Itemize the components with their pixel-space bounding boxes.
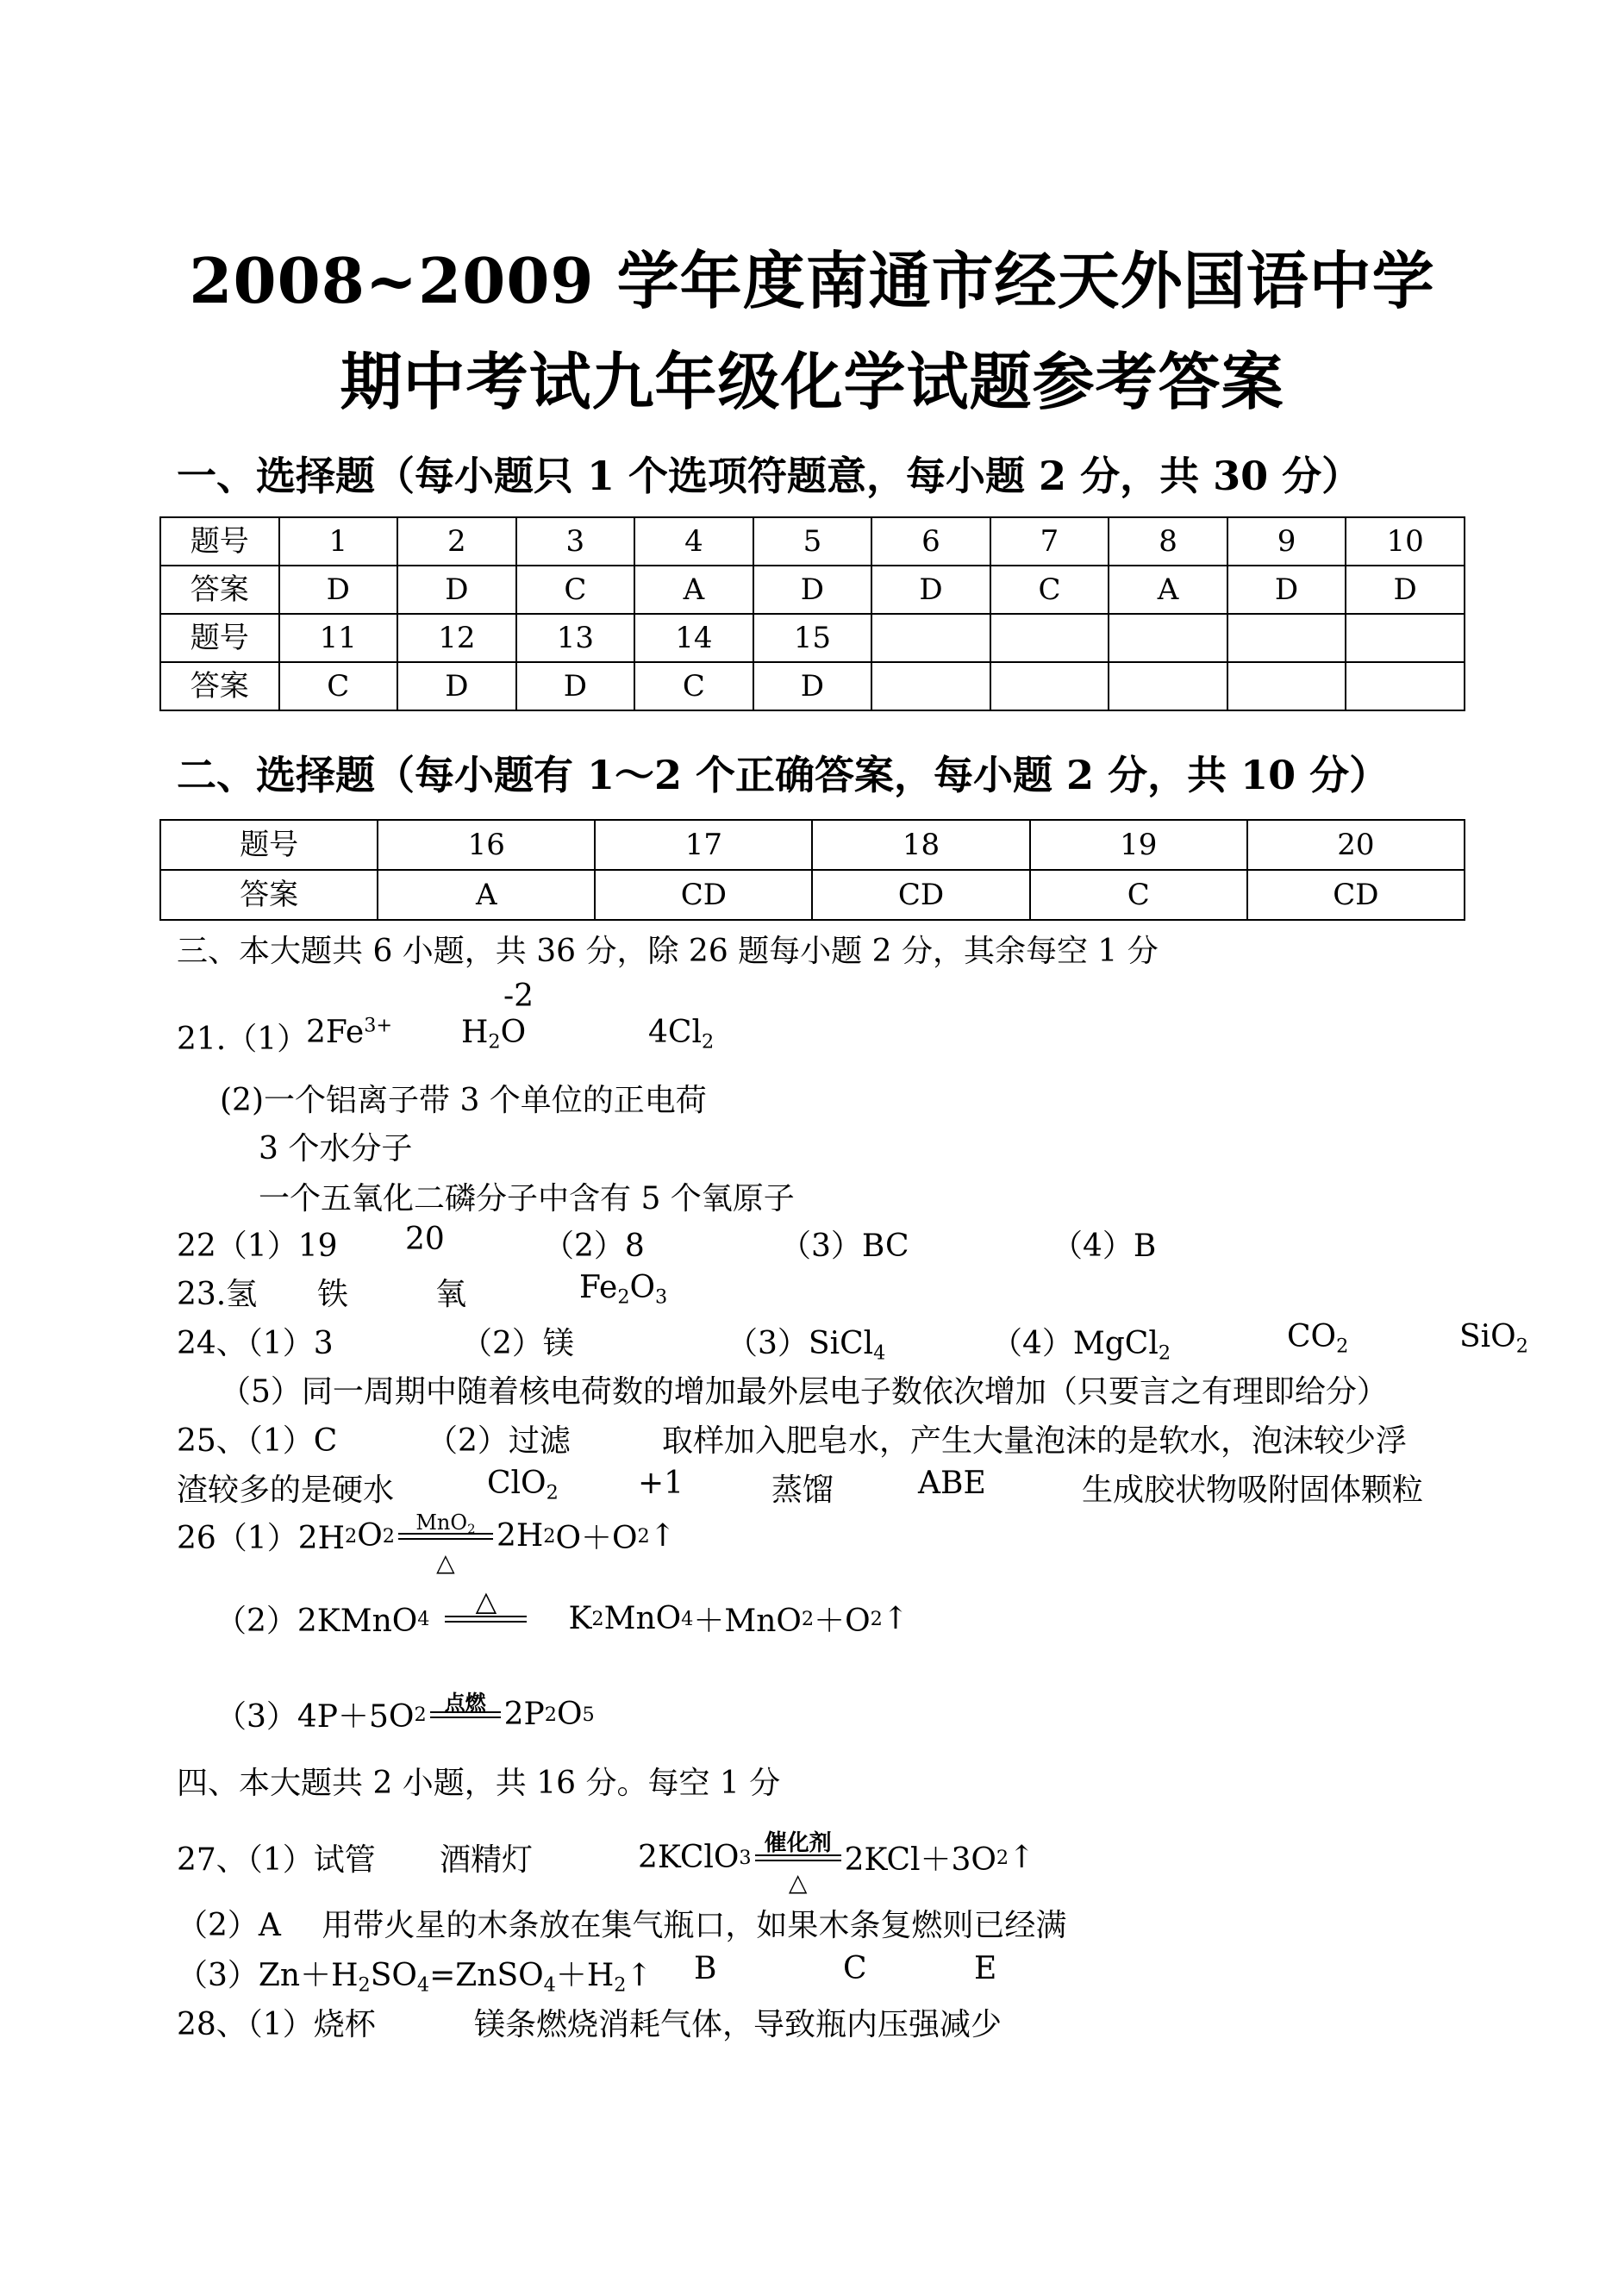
q27-l3-a-sub: 2 [358, 1973, 371, 1997]
table-row [160, 870, 1465, 920]
row-label: 答案 [160, 870, 378, 920]
q24-e-sub: 2 [1336, 1335, 1349, 1358]
q24-a: 24、（1）3 [177, 1326, 334, 1361]
q27-eq-heat: △ [788, 1867, 808, 1897]
q21-fe-ion [306, 1015, 392, 1050]
question-number: 5 [753, 517, 872, 566]
q27-line3 [177, 1951, 653, 1995]
question-number: 6 [871, 517, 990, 566]
q26-eq3-ignite: 点燃 [444, 1689, 486, 1715]
question-number: 15 [753, 614, 872, 662]
section1-heading: 一、选择题（每小题只 1 个选项符题意，每小题 2 分，共 30 分） [177, 453, 1362, 499]
table-row [160, 614, 1465, 662]
gas-arrow-icon: ↑ [882, 1601, 909, 1636]
answer-cell: D [753, 566, 872, 614]
question-number: 7 [990, 517, 1109, 566]
q27-equation: 2KClO 3 催化剂 △ 2KCl＋3O 2 ↑ [638, 1835, 1034, 1879]
q22-e: （4）B [1052, 1229, 1157, 1264]
question-number: 8 [1109, 517, 1227, 566]
gas-arrow-icon: ↑ [649, 1518, 676, 1554]
q26-equation-3: （3）4P＋5O 2 点燃 2P 2 O 5 [215, 1692, 595, 1736]
answer-table-1 [159, 516, 1465, 711]
q24-e-text: CO [1287, 1319, 1337, 1354]
q27-l3-b-sub: 4 [416, 1973, 430, 1997]
q23-b: 铁 [317, 1277, 349, 1312]
section4-heading: 四、本大题共 2 小题，共 16 分。每空 1 分 [177, 1766, 781, 1801]
q27-b: 酒精灯 [440, 1842, 534, 1878]
empty-cell [990, 614, 1109, 662]
answer-cell: CD [1247, 870, 1465, 920]
row-label: 题号 [160, 614, 279, 662]
q26-equation-1: 26（1）2H 2 O 2 MnO$_2$ △ 2H 2 O＋O 2 ↑ [177, 1510, 676, 1577]
answer-cell: D [871, 566, 990, 614]
section3-heading: 三、本大题共 6 小题，共 36 分，除 26 题每小题 2 分，其余每空 1 分 [177, 934, 1159, 969]
q24-d-sub: 2 [1158, 1341, 1171, 1365]
q25-f: +1 [638, 1466, 684, 1501]
question-number: 9 [1227, 517, 1346, 566]
question-number: 18 [812, 820, 1029, 870]
answer-cell: D [279, 566, 398, 614]
row-label: 题号 [160, 820, 378, 870]
q26-eq3-condition [430, 1689, 501, 1718]
question-number: 3 [516, 517, 635, 566]
q26-eq2-mno2: ＋MnO [693, 1604, 802, 1639]
q24-c-text: （3）SiCl [727, 1326, 874, 1361]
question-number: 13 [516, 614, 635, 662]
q25-e [487, 1466, 559, 1504]
row-label: 题号 [160, 517, 279, 566]
answer-cell: A [1109, 566, 1227, 614]
q21-lead: 21.（1） [177, 1022, 309, 1057]
q26-eq3-prod: 2P [503, 1697, 545, 1732]
q24-f-text: SiO [1459, 1319, 1516, 1354]
answer-cell: D [397, 566, 516, 614]
q22-b: 20 [405, 1222, 445, 1257]
answer-cell: D [397, 662, 516, 710]
table-row [160, 517, 1465, 566]
q26-eq2-condition [445, 1584, 527, 1623]
q23-a: 23.氢 [177, 1277, 258, 1312]
q21-p2-b: 3 个水分子 [259, 1131, 413, 1166]
q27-l3-a: （3）Zn＋H [177, 1958, 359, 1993]
question-number: 16 [378, 820, 595, 870]
q23-o: O [629, 1270, 656, 1305]
empty-cell [871, 614, 990, 662]
q25-d: 渣较多的是硬水 [177, 1473, 395, 1508]
question-number: 17 [595, 820, 812, 870]
q23-formula [579, 1270, 668, 1309]
q23-o-sub: 3 [655, 1285, 668, 1309]
q21-o: O [500, 1015, 527, 1050]
question-number: 12 [397, 614, 516, 662]
q26-equation-2: （2）2KMnO 4 △ K 2 MnO 4 ＋MnO 2 ＋O 2 ↑ [215, 1584, 909, 1639]
q26-eq1-lead: 26（1）2H [177, 1521, 346, 1556]
q25-g: 蒸馏 [771, 1473, 834, 1508]
gas-arrow-icon: ↑ [1009, 1840, 1035, 1875]
q24-e [1287, 1319, 1349, 1358]
q24-d-text: （4）MgCl [991, 1326, 1159, 1361]
q27-l3-f: C [843, 1951, 867, 1986]
gas-arrow-icon: ↑ [626, 1958, 653, 1993]
answer-cell: C [279, 662, 398, 710]
answer-table-2 [159, 819, 1465, 921]
q28-b: 镁条燃烧消耗气体，导致瓶内压强减少 [474, 2007, 1003, 2042]
q21-h: H [461, 1015, 489, 1050]
q27-l3-d: ＋H [555, 1958, 615, 1993]
answer-cell: D [1346, 566, 1465, 614]
answer-cell: C [516, 566, 635, 614]
q26-eq1-rest: O＋O [555, 1521, 638, 1556]
question-number: 14 [634, 614, 753, 662]
q21-fe: 2Fe [306, 1015, 365, 1050]
empty-cell [1227, 614, 1346, 662]
answer-cell: D [1227, 566, 1346, 614]
q27-eq-lead: 2KClO [638, 1840, 740, 1875]
q24-line2: （5）同一周期中随着核电荷数的增加最外层电子数依次增加（只要言之有理即给分） [220, 1374, 1388, 1410]
q25-i: 生成胶状物吸附固体颗粒 [1082, 1473, 1424, 1508]
question-number: 20 [1247, 820, 1465, 870]
answer-cell: A [378, 870, 595, 920]
q21-h-sub: 2 [488, 1030, 501, 1054]
q26-eq2-lead: （2）2KMnO [215, 1604, 418, 1639]
q26-eq1-catalyst [398, 1510, 493, 1535]
table-row [160, 566, 1465, 614]
q27-eq-condition [755, 1829, 841, 1897]
empty-cell [871, 662, 990, 710]
question-number: 11 [279, 614, 398, 662]
q21-water [461, 1015, 527, 1054]
answer-cell: C [1030, 870, 1247, 920]
answer-cell: A [634, 566, 753, 614]
q26-eq1-cat-sub: 2 [467, 1520, 476, 1536]
empty-cell [990, 662, 1109, 710]
q26-eq2-o: ＋O [814, 1604, 871, 1639]
q27-eq-prod: 2KCl＋3O [844, 1842, 996, 1878]
page-title-line1: 2008~2009 学年度南通市经天外国语中学 [189, 244, 1435, 317]
q24-c [727, 1319, 885, 1363]
answer-cell: D [516, 662, 635, 710]
q21-p2-a: (2)一个铝离子带 3 个单位的正电荷 [220, 1083, 707, 1118]
q26-eq1-heat: △ [436, 1548, 455, 1577]
q27-l3-e: B [694, 1951, 717, 1986]
q21-chlorine [648, 1015, 715, 1054]
q21-cl: 4Cl [648, 1015, 702, 1050]
q22-a: 22（1）19 [177, 1229, 338, 1264]
q27-l3-c: =ZnSO [429, 1958, 544, 1993]
q26-eq1-prod: 2H [496, 1518, 544, 1554]
empty-cell [1346, 614, 1465, 662]
q21-p2-c: 一个五氧化二磷分子中含有 5 个氧原子 [259, 1181, 795, 1216]
q24-f [1459, 1319, 1528, 1358]
q24-b: （2）镁 [461, 1326, 574, 1361]
q26-eq3-lead: （3）4P＋5O [215, 1699, 415, 1735]
question-number: 19 [1030, 820, 1247, 870]
q21-cl-sub: 2 [701, 1030, 715, 1054]
empty-cell [1227, 662, 1346, 710]
question-number: 2 [397, 517, 516, 566]
question-number: 4 [634, 517, 753, 566]
row-label: 答案 [160, 662, 279, 710]
q26-eq1-o: O [357, 1518, 383, 1554]
q22-c: （2）8 [543, 1229, 645, 1264]
q23-c: 氧 [435, 1277, 467, 1312]
question-number: 1 [279, 517, 398, 566]
q25-c: 取样加入肥皂水，产生大量泡沫的是软水，泡沫较少浮 [662, 1423, 1408, 1459]
q27-l3-c-sub: 4 [543, 1973, 556, 1997]
empty-cell [1109, 662, 1227, 710]
q26-eq2-heat: △ [475, 1584, 497, 1617]
question-number: 10 [1346, 517, 1465, 566]
q28-a: 28、（1）烧杯 [177, 2007, 376, 2042]
answer-cell: C [990, 566, 1109, 614]
table-row [160, 662, 1465, 710]
q21-o-valence: -2 [503, 979, 534, 1014]
page-title-line2: 期中考试九年级化学试题参考答案 [340, 345, 1284, 418]
q25-a: 25、（1）C [177, 1423, 338, 1459]
q26-eq3-o: O [557, 1697, 583, 1732]
q27-l3-g: E [974, 1951, 997, 1986]
q27-l3-b: SO [370, 1958, 417, 1993]
q27-line2: （2）A 用带火星的木条放在集气瓶口，如果木条复燃则已经满 [177, 1908, 1067, 1943]
q23-fe-sub: 2 [617, 1285, 630, 1309]
answer-cell: C [634, 662, 753, 710]
row-label: 答案 [160, 566, 279, 614]
q27-eq-catalyst: 催化剂 [764, 1829, 832, 1856]
table-row [160, 820, 1465, 870]
q26-eq2-k: K [568, 1601, 592, 1636]
q25-e-sub: 2 [546, 1481, 559, 1504]
q25-h: ABE [918, 1466, 986, 1501]
q24-f-sub: 2 [1515, 1335, 1528, 1358]
q27-l3-d-sub: 2 [614, 1973, 627, 1997]
answer-cell: CD [812, 870, 1029, 920]
empty-cell [1109, 614, 1227, 662]
q25-b: （2）过滤 [427, 1423, 571, 1459]
q24-d [991, 1319, 1171, 1363]
q24-c-sub: 4 [873, 1341, 886, 1365]
q26-eq2-mn: MnO [603, 1601, 682, 1636]
empty-cell [1346, 662, 1465, 710]
q21-fe-charge: 3+ [364, 1014, 393, 1037]
answer-cell: D [753, 662, 872, 710]
q26-eq1-cat-text: MnO [415, 1510, 468, 1535]
q23-fe: Fe [579, 1270, 618, 1305]
q22-d: （3）BC [780, 1229, 909, 1264]
answer-cell: CD [595, 870, 812, 920]
q25-e-text: ClO [487, 1466, 547, 1501]
q27-a: 27、（1）试管 [177, 1842, 376, 1878]
section2-heading: 二、选择题（每小题有 1～2 个正确答案，每小题 2 分，共 10 分） [177, 752, 1390, 798]
q26-eq1-condition [398, 1510, 493, 1577]
